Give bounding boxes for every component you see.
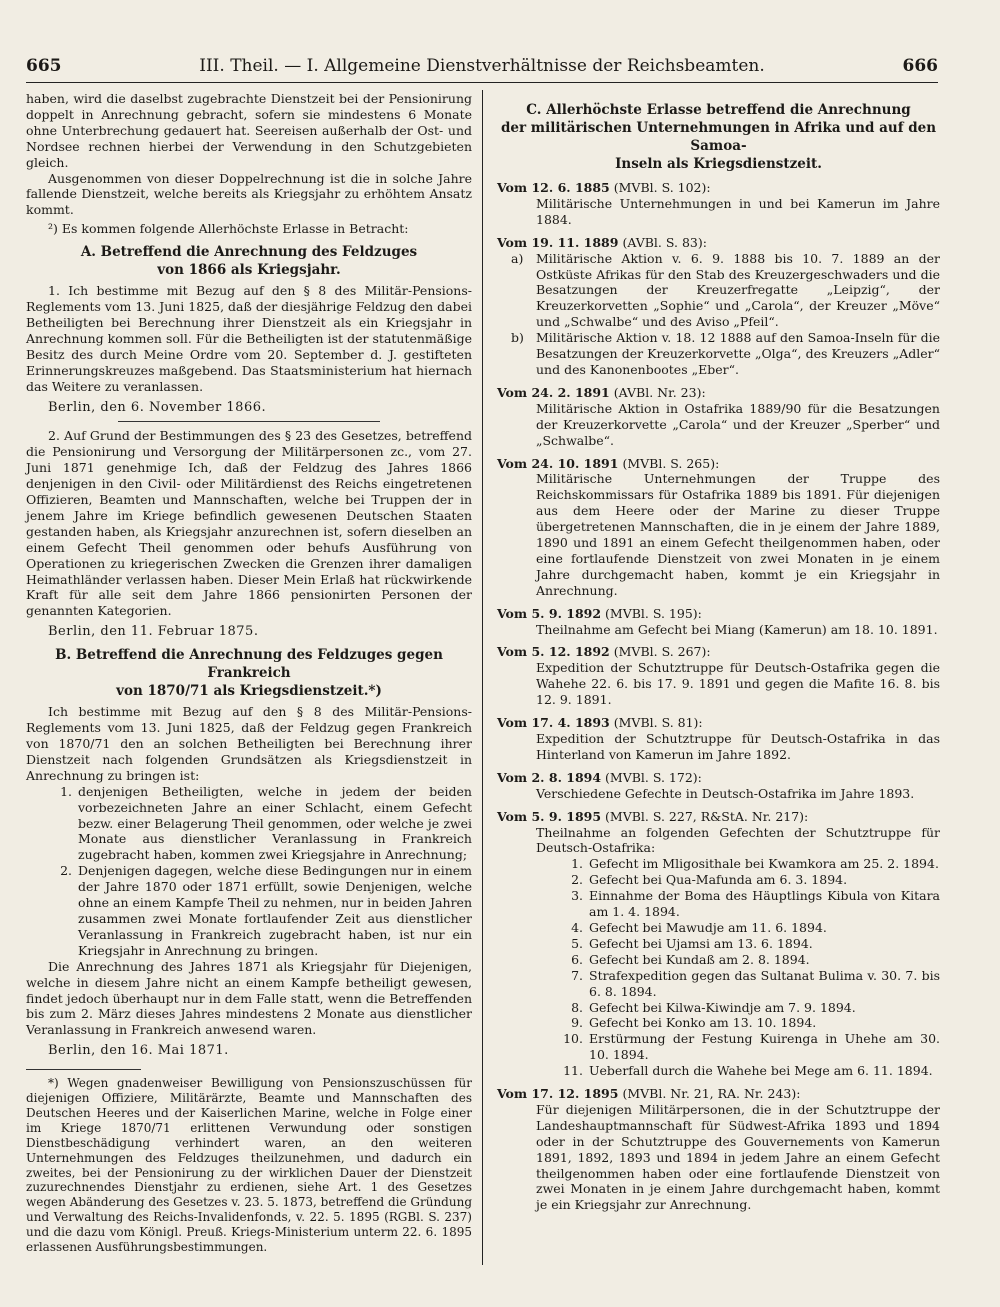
decree-date: Vom 5. 9. 1895 (MVBl. S. 227, R&StA. Nr. 217):	[497, 808, 809, 824]
decree-date: Vom 24. 10. 1891 (MVBl. S. 265):	[497, 455, 720, 471]
list-item-number: 1.	[60, 783, 72, 799]
decree-date: Vom 17. 4. 1893 (MVBl. S. 81):	[497, 715, 703, 731]
battle-number: 1.	[571, 856, 583, 872]
battle-text: Gefecht bei Kilwa-Kiwindje am 7. 9. 1894.	[589, 999, 856, 1015]
battle-number: 8.	[571, 999, 583, 1015]
decree-reference: (MVBl. S. 102):	[609, 180, 711, 195]
battle-item	[497, 952, 940, 968]
battle-item	[497, 920, 940, 936]
list-item	[26, 784, 472, 864]
subitem-text: Militärische Aktion v. 18. 12 1888 auf den Samoa-Inseln für die Besatzungen der Kreuzerkorvette „Olga“, des Kreuzers „Adler“ und des Kanonenbootes „Eber“.	[536, 330, 940, 377]
decree-b-list	[26, 784, 472, 959]
battle-number: 7.	[571, 967, 583, 983]
subitem-letter: b)	[511, 330, 524, 346]
battle-text: Einnahme der Boma des Häuptlings Kibula von Kitara am 1. 4. 1894.	[589, 888, 940, 920]
decree-date: Vom 12. 6. 1885 (MVBl. S. 102):	[497, 180, 711, 195]
decree-date: Vom 19. 11. 1889 (AVBl. S. 83):	[497, 234, 707, 250]
battle-number: 6.	[571, 951, 583, 967]
battle-item	[497, 1063, 940, 1079]
decree-reference: (MVBl. S. 227, R&StA. Nr. 217):	[601, 808, 809, 824]
decree-reference: (MVBl. S. 195):	[601, 605, 702, 621]
subitem-text: Militärische Aktion v. 6. 9. 1888 bis 10. 7. 1889 an der Ostküste Afrikas für den Stab des Kreuzergeschwaders und die Besatzungen der Kreuzerfregatte „Leipzig“, der Kreuzerkorvetten „Sophie“ und „Carola“, der Kreuzer „Möve“ und „Schwalbe“ und des Aviso „Pfeil“.	[536, 250, 940, 330]
battle-text: Gefecht bei Mawudje am 11. 6. 1894.	[589, 919, 827, 935]
decree-date: Vom 17. 12. 1895 (MVBl. Nr. 21, RA. Nr. 243):	[497, 1086, 801, 1102]
footnote-rule	[26, 1069, 141, 1070]
separator-rule	[118, 421, 380, 422]
battle-item	[497, 872, 940, 888]
decree-a2: 2. Auf Grund der Bestimmungen des § 23 des Gesetzes, betreffend die Pensionirung und Versorgung der Militärpersonen zc., vom 27. Juni 1871 genehmige Ich, daß der Feldzug des Jahres 1866 denjenigen in den Civil- oder Militärdienst des Reichs eingetretenen Offizieren, Beamten und Mannschaften, welche bei Truppen der in jenem Jahre im Kriege befindlich gewesenen Deutschen Staaten gestanden haben, als Kriegsjahr anzurechnen ist, sofern dieselben an einem Gefecht Theil genommen oder behufs Ausführung von Operationen zu kriegerischen Zwecken die Grenzen ihrer damaligen Heimathländer verlassen haben. Dieser Mein Erlaß hat rückwirkende Kraft für alle seit dem Jahre 1866 pensionirten Personen der genannten Kategorien.	[26, 428, 472, 619]
battle-item	[497, 1000, 940, 1016]
decree-a1: 1. Ich bestimme mit Bezug auf den § 8 des Militär-Pensions-Reglements vom 13. Juni 1825, daß der diesjährige Feldzug den dabei Betheiligten bei Berechnung ihrer Dienstzeit als ein Kriegsjahr in Anrechnung kommen soll. Für die Betheiligten ist der statutenmäßige Besitz des durch Meine Ordre vom 20. September d. J. gestifteten Erinnerungskreuzes maßgebend. Das Staatsministerium hat hiernach das Weitere zu veranlassen.	[26, 283, 472, 394]
decree-text: Expedition der Schutztruppe für Deutsch-Ostafrika gegen die Wahehe 22. 6. bis 17. 9. 1891 und gegen die Mafite 16. 8. bis 12. 9. 1891.	[536, 660, 940, 708]
battle-item	[497, 888, 940, 920]
decree-text: Für diejenigen Militärpersonen, die in der Schutztruppe der Landeshauptmannschaft für Südwest-Afrika 1893 und 1894 oder in der Schutztruppe des Gouvernements von Kamerun 1891, 1892, 1893 und 1894 in jedem Jahre an einem Gefecht theilgenommen haben oder eine fortlaufende Dienstzeit von zwei Monaten in je einem Jahre durchgemacht haben, kommt je ein Kriegsjahr zur Anrechnung.	[536, 1101, 940, 1213]
signature-a1: Berlin, den 6. November 1866.	[48, 399, 267, 415]
battle-item	[497, 1031, 940, 1063]
battle-item	[497, 936, 940, 952]
subitem-letter: a)	[511, 250, 524, 266]
decree-reference: (MVBl. S. 267):	[609, 644, 711, 660]
right-column	[497, 91, 940, 1213]
note-2: ²) Es kommen folgende Allerhöchste Erlasse in Betracht:	[48, 221, 409, 237]
decree-date: Vom 5. 9. 1892 (MVBl. S. 195):	[497, 605, 702, 621]
decree-subitem	[497, 330, 940, 378]
battle-text: Gefecht im Mligosithale bei Kwamkora am 25. 2. 1894.	[589, 856, 939, 872]
decree-subitem	[497, 251, 940, 331]
decree-text: Militärische Unternehmungen in und bei Kamerun im Jahre 1884.	[536, 195, 940, 227]
decree-date: Vom 24. 2. 1891 (AVBl. Nr. 23):	[497, 384, 706, 400]
battle-text: Erstürmung der Festung Kuirenga in Uhehe am 30. 10. 1894.	[589, 1031, 940, 1063]
battle-text: Gefecht bei Konko am 13. 10. 1894.	[589, 1015, 817, 1031]
battle-text: Gefecht bei Ujamsi am 13. 6. 1894.	[589, 935, 813, 951]
decree-reference: (AVBl. Nr. 23):	[609, 384, 706, 400]
page-number-left: 665	[26, 56, 62, 76]
decree-date: Vom 5. 12. 1892 (MVBl. S. 267):	[497, 644, 711, 660]
left-column	[26, 91, 472, 1255]
decree-text: Verschiedene Gefechte in Deutsch-Ostafrika im Jahre 1893.	[536, 785, 915, 801]
signature-a2: Berlin, den 11. Februar 1875.	[48, 624, 259, 640]
battle-text: Strafexpedition gegen das Sultanat Bulima v. 30. 7. bis 6. 8. 1894.	[589, 967, 940, 999]
battle-number: 10.	[563, 1031, 583, 1047]
section-c-heading: C. Allerhöchste Erlasse betreffend die Anrechnung der militärischen Unternehmungen in Afrika und auf den Samoa- Inseln als Kriegsdienstzeit.	[500, 102, 937, 172]
battle-text: Gefecht bei Qua-Mafunda am 6. 3. 1894.	[589, 872, 848, 888]
battle-number: 11.	[563, 1063, 583, 1079]
footnote: *) Wegen gnadenweiser Bewilligung von Pensionszuschüssen für diejenigen Offiziere, Militärärzte, Beamte und Mannschaften des Deutschen Heeres und der Kaiserlichen Marine, welche in Folge einer im Kriege 1870/71 erlittenen Verwundung oder sonstigen Dienstbeschädigung verhindert waren, an den weiteren Unternehmungen des Feldzuges theilzunehmen, und dadurch ein zweites, bei der Pensionirung zu der wirklichen Dauer der Dienstzeit zuzurechnendes Dienstjahr zu erdienen, siehe Art. 1 des Gesetzes wegen Abänderung des Gesetzes v. 23. 5. 1873, betreffend die Gründung und Verwaltung des Reichs-Invalidenfonds, v. 22. 5. 1895 (RGBl. S. 237) und die dazu vom Königl. Preuß. Kriegs-Ministerium unterm 22. 6. 1895 erlassenen Ausführungsbestimmungen.	[26, 1076, 472, 1255]
decree-text: Expedition der Schutztruppe für Deutsch-Ostafrika in das Hinterland von Kamerun im Jahre 1892.	[536, 731, 940, 762]
column-divider	[482, 90, 483, 1265]
battle-number: 5.	[571, 935, 583, 951]
page-header	[26, 52, 938, 83]
battle-number: 9.	[571, 1015, 583, 1031]
intro-paragraph: haben, wird die daselbst zugebrachte Dienstzeit bei der Pensionirung doppelt in Anrechnung gebracht, sofern sie mindestens 6 Monate ohne Unterbrechung gedauert hat. Seereisen außerhalb der Ost- und Nordsee rechnen hierbei der Verwendung in den Schutzgebieten gleich.	[26, 91, 472, 170]
list-item	[26, 863, 472, 958]
decree-b-outro: Die Anrechnung des Jahres 1871 als Kriegsjahr für Diejenigen, welche in diesem Jahre nicht an einem Kampfe betheiligt gewesen, findet jedoch überhaupt nur in dem Falle statt, wenn die Betreffenden bis zum 2. März dieses Jahres mindestens 2 Monate aus dienstlicher Veranlassung in Frankreich anwesend waren.	[26, 958, 472, 1038]
exception-paragraph: Ausgenommen von dieser Doppelrechnung ist die in solche Jahre fallende Dienstzeit, welche bereits als Kriegsjahr zu erhöhtem Ansatz kommt.	[26, 170, 472, 218]
list-item-text: denjenigen Betheiligten, welche in jedem der beiden vorbezeichneten Jahre an einer Schlacht, einem Gefecht bezw. einer Belagerung Theil genommen, oder welche je zwei Monate aus dienstlicher Veranlassung in Frankreich zugebracht haben, kommen zwei Kriegsjahre in Anrechnung;	[78, 783, 472, 863]
decree-reference: (MVBl. S. 172):	[601, 769, 702, 785]
list-item-text: Denjenigen dagegen, welche diese Bedingungen nur in einem der Jahre 1870 oder 1871 erfüllt, sowie Denjenigen, welche ohne an einem Kampfe Theil zu nehmen, nur in beiden Jahren zusammen zwei Monate fortlaufender Zeit aus dienstlicher Veranlassung in Frankreich zugebracht haben, ist nur ein Kriegsjahr in Anrechnung zu bringen.	[78, 863, 472, 958]
decree-text: Theilnahme an folgenden Gefechten der Schutztruppe für Deutsch-Ostafrika:	[536, 824, 940, 856]
battle-number: 3.	[571, 888, 583, 904]
signature-b: Berlin, den 16. Mai 1871.	[48, 1043, 229, 1059]
page-number-right: 666	[902, 56, 938, 76]
decree-c-entries	[497, 180, 940, 1213]
battle-item	[497, 856, 940, 872]
battle-text: Ueberfall durch die Wahehe bei Mege am 6. 11. 1894.	[589, 1063, 933, 1079]
decree-reference: (AVBl. S. 83):	[618, 234, 707, 250]
decree-text: Theilnahme am Gefecht bei Miang (Kamerun) am 18. 10. 1891.	[536, 621, 938, 637]
list-item-number: 2.	[60, 863, 72, 879]
running-title: III. Theil. — I. Allgemeine Dienstverhältnisse der Reichsbeamten.	[199, 56, 765, 76]
decree-reference: (MVBl. S. 265):	[618, 455, 720, 471]
battle-item	[497, 1015, 940, 1031]
decree-b-intro: Ich bestimme mit Bezug auf den § 8 des Militär-Pensions-Reglements vom 13. Juni 1825, daß der Feldzug gegen Frankreich von 1870/71 den an solchen Betheiligten bei Berechnung ihrer Dienstzeit nach folgenden Grundsätzen als Kriegsdienstzeit in Anrechnung zu bringen ist:	[26, 704, 472, 783]
section-b-heading: B. Betreffend die Anrechnung des Feldzuges gegen Frankreich von 1870/71 als Kriegsdienstzeit.*)	[55, 647, 443, 700]
section-a-heading: A. Betreffend die Anrechnung des Feldzuges von 1866 als Kriegsjahr.	[80, 244, 418, 279]
decree-reference: (MVBl. Nr. 21, RA. Nr. 243):	[618, 1086, 801, 1102]
decree-text: Militärische Unternehmungen der Truppe des Reichskommissars für Ostafrika 1889 bis 1891. Für diejenigen aus dem Heere oder der Marine zu dieser Truppe übergetretenen Mannschaften, die in je einem der Jahre 1889, 1890 und 1891 an einem Gefecht theilgenommen haben, oder eine fortlaufende Dienstzeit von zwei Monaten in je einem Jahre durchgemacht haben, kommt je ein Kriegsjahr in Anrechnung.	[536, 471, 940, 598]
battle-number: 4.	[571, 919, 583, 935]
battle-text: Gefecht bei Kundaß am 2. 8. 1894.	[589, 951, 810, 967]
battle-item	[497, 968, 940, 1000]
decree-date: Vom 2. 8. 1894 (MVBl. S. 172):	[497, 769, 702, 785]
decree-text: Militärische Aktion in Ostafrika 1889/90 für die Besatzungen der Kreuzerkorvette „Carola“ und der Kreuzer „Sperber“ und „Schwalbe“.	[536, 400, 940, 448]
battle-number: 2.	[571, 872, 583, 888]
decree-reference: (MVBl. S. 81):	[609, 715, 703, 731]
